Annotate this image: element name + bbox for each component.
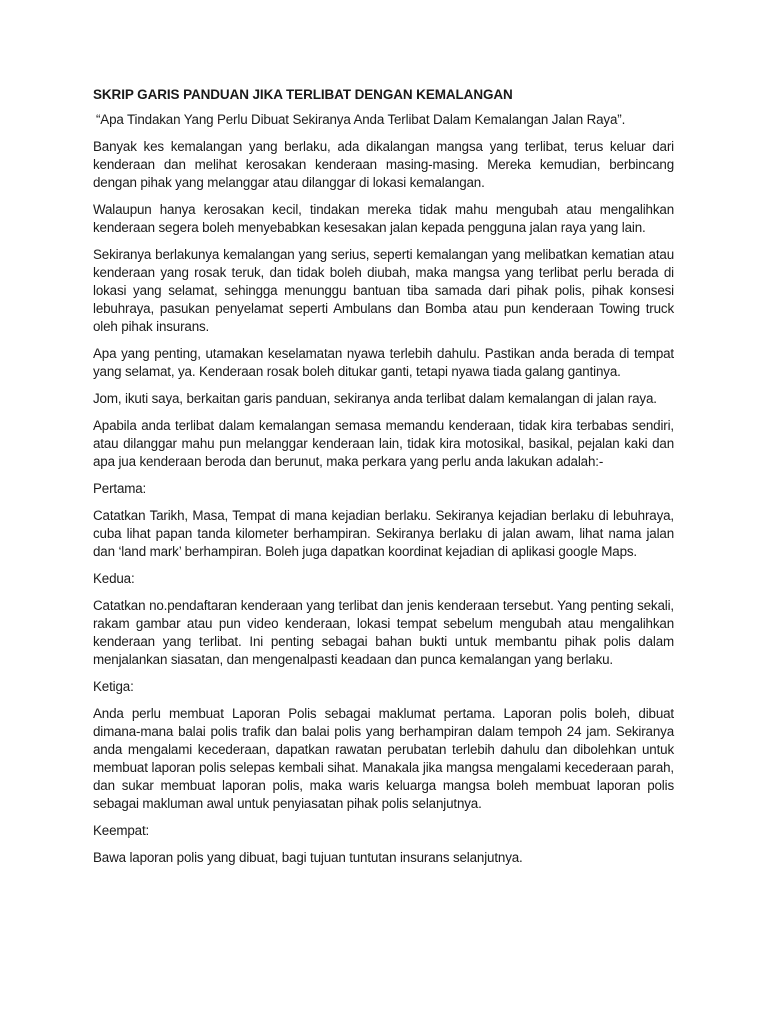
- paragraph-when-involved: Apabila anda terlibat dalam kemalangan semasa memandu kenderaan, tidak kira terbabas sendiri, atau dilanggar mahu pun melanggar kenderaan lain, tidak kira motosikal, basikal, pejalan kaki dan apa jua kenderaan beroda dan berunut, maka perkara yang perlu anda lakukan adalah:-: [93, 418, 674, 469]
- paragraph-serious-accident: Sekiranya berlakunya kemalangan yang serius, seperti kemalangan yang melibatkan kematian atau kenderaan yang rosak teruk, dan tidak boleh diubah, maka mangsa yang terlibat perlu berada di lokasi yang selamat, sehingga menunggu bantuan tiba samada dari pihak polis, pihak konsesi lebuhraya, pasukan penyelamat seperti Ambulans dan Bomba atau pun kenderaan Towing truck oleh pihak insurans.: [93, 247, 674, 334]
- step-body-first: Catatkan Tarikh, Masa, Tempat di mana kejadian berlaku. Sekiranya kejadian berlaku di lebuhraya, cuba lihat papan tanda kilometer berhampiran. Sekiranya berlaku di jalan awam, lihat nama jalan dan ‘land mark’ berhampiran. Boleh juga dapatkan koordinat kejadian di aplikasi google Maps.: [93, 508, 674, 559]
- step-body-fourth: Bawa laporan polis yang dibuat, bagi tujuan tuntutan insurans selanjutnya.: [93, 850, 523, 865]
- paragraph-follow-guide: Jom, ikuti saya, berkaitan garis panduan, sekiranya anda terlibat dalam kemalangan di jalan raya.: [93, 391, 657, 406]
- document-title: SKRIP GARIS PANDUAN JIKA TERLIBAT DENGAN KEMALANGAN: [93, 87, 513, 102]
- document-subtitle-quote: “Apa Tindakan Yang Perlu Dibuat Sekiranya Anda Terlibat Dalam Kemalangan Jalan Raya”.: [96, 112, 626, 127]
- paragraph-minor-damage: Walaupun hanya kerosakan kecil, tindakan mereka tidak mahu mengubah atau mengalihkan kenderaan segera boleh menyebabkan kesesakan jalan kepada pengguna jalan raya yang lain.: [93, 202, 674, 235]
- step-body-second: Catatkan no.pendaftaran kenderaan yang terlibat dan jenis kenderaan tersebut. Yang penting sekali, rakam gambar atau pun video kenderaan, lokasi tempat sebelum mengubah atau mengalihkan kenderaan yang terlibat. Ini penting sebagai bahan bukti untuk membantu pihak polis dalam menjalankan siasatan, dan mengenalpasti keadaan dan punca kemalangan yang berlaku.: [93, 598, 674, 667]
- step-heading-third: Ketiga:: [93, 679, 134, 694]
- step-body-third: Anda perlu membuat Laporan Polis sebagai maklumat pertama. Laporan polis boleh, dibuat dimana-mana balai polis trafik dan balai polis yang berhampiran dalam tempoh 24 jam. Sekiranya anda mengalami kecederaan, dapatkan rawatan perubatan terlebih dahulu dan dibolehkan untuk membuat laporan polis selepas kembali sihat. Manakala jika mangsa mengalami kecederaan parah, dan sukar membuat laporan polis, maka waris keluarga mangsa boleh membuat laporan polis sebagai makluman awal untuk penyiasatan pihak polis selanjutnya.: [93, 706, 674, 811]
- document-page: [93, 86, 674, 876]
- paragraph-safety-first: Apa yang penting, utamakan keselamatan nyawa terlebih dahulu. Pastikan anda berada di tempat yang selamat, ya. Kenderaan rosak boleh ditukar ganti, tetapi nyawa tiada galang gantinya.: [93, 346, 674, 379]
- paragraph-intro: Banyak kes kemalangan yang berlaku, ada dikalangan mangsa yang terlibat, terus keluar dari kenderaan dan melihat kerosakan kenderaan masing-masing. Mereka kemudian, berbincang dengan pihak yang melanggar atau dilanggar di lokasi kemalangan.: [93, 139, 674, 190]
- step-heading-first: Pertama:: [93, 481, 147, 496]
- step-heading-second: Kedua:: [93, 571, 135, 586]
- step-heading-fourth: Keempat:: [93, 823, 150, 838]
